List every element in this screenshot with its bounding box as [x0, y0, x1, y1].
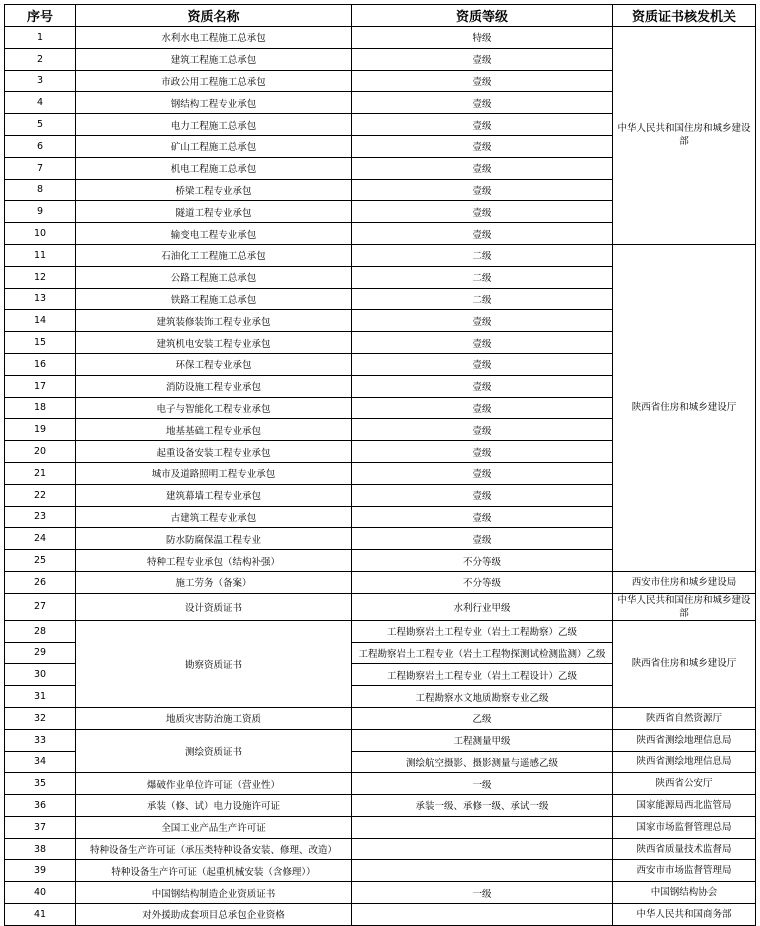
row-serial-no: 19	[5, 419, 76, 441]
row-serial-no: 38	[5, 838, 76, 860]
qualification-level: 工程勘察岩土工程专业（岩土工程勘察）乙级	[352, 620, 613, 642]
qualification-level: 壹级	[352, 419, 613, 441]
row-serial-no: 24	[5, 528, 76, 550]
table-row	[5, 244, 756, 266]
qualification-level: 壹级	[352, 201, 613, 223]
row-serial-no: 40	[5, 882, 76, 904]
row-serial-no: 27	[5, 593, 76, 620]
qualification-name: 城市及道路照明工程专业承包	[76, 462, 352, 484]
qualification-level: 二级	[352, 244, 613, 266]
qualification-name: 建筑幕墙工程专业承包	[76, 484, 352, 506]
table-row	[5, 795, 756, 817]
row-serial-no: 29	[5, 642, 76, 664]
qualification-name: 地基基础工程专业承包	[76, 419, 352, 441]
qualification-name: 对外援助成套项目总承包企业资格	[76, 904, 352, 926]
row-serial-no: 4	[5, 92, 76, 114]
qualification-name: 铁路工程施工总承包	[76, 288, 352, 310]
row-serial-no: 22	[5, 484, 76, 506]
issuing-authority: 陕西省自然资源厅	[613, 707, 756, 729]
qualification-name: 防水防腐保温工程专业	[76, 528, 352, 550]
row-serial-no: 16	[5, 353, 76, 375]
qualification-level: 壹级	[352, 157, 613, 179]
qualification-name: 环保工程专业承包	[76, 353, 352, 375]
qualification-name: 设计资质证书	[76, 593, 352, 620]
issuing-authority: 陕西省公安厅	[613, 773, 756, 795]
qualification-name: 石油化工工程施工总承包	[76, 244, 352, 266]
table-row	[5, 904, 756, 926]
row-serial-no: 21	[5, 462, 76, 484]
row-serial-no: 41	[5, 904, 76, 926]
qualification-name: 电力工程施工总承包	[76, 114, 352, 136]
qualification-name: 爆破作业单位许可证（营业性）	[76, 773, 352, 795]
qualification-level: 壹级	[352, 528, 613, 550]
issuing-authority: 西安市住房和城乡建设局	[613, 571, 756, 593]
qualification-name: 建筑装修装饰工程专业承包	[76, 310, 352, 332]
table-row	[5, 816, 756, 838]
qualification-name-merged: 勘察资质证书	[76, 620, 352, 707]
table-row	[5, 620, 756, 642]
row-serial-no: 20	[5, 441, 76, 463]
qualification-name: 全国工业产品生产许可证	[76, 816, 352, 838]
issuing-authority: 中华人民共和国商务部	[613, 904, 756, 926]
row-serial-no: 32	[5, 707, 76, 729]
qualification-level: 一级	[352, 773, 613, 795]
qualification-name: 特种工程专业承包（结构补强）	[76, 550, 352, 572]
qualification-level: 壹级	[352, 332, 613, 354]
qualification-level: 承装一级、承修一级、承试一级	[352, 795, 613, 817]
qualification-level: 壹级	[352, 375, 613, 397]
qualification-level: 不分等级	[352, 550, 613, 572]
row-serial-no: 2	[5, 48, 76, 70]
issuing-authority: 陕西省测绘地理信息局	[613, 729, 756, 751]
table-row	[5, 729, 756, 751]
table-row	[5, 27, 756, 49]
table-row	[5, 882, 756, 904]
row-serial-no: 1	[5, 27, 76, 49]
table-row	[5, 838, 756, 860]
row-serial-no: 26	[5, 571, 76, 593]
issuing-authority: 陕西省质量技术监督局	[613, 838, 756, 860]
qualification-level: 工程测量甲级	[352, 729, 613, 751]
issuing-authority: 中华人民共和国住房和城乡建设部	[613, 27, 756, 245]
table-header-row	[5, 5, 756, 27]
qualification-level: 壹级	[352, 179, 613, 201]
row-serial-no: 36	[5, 795, 76, 817]
qualification-name: 施工劳务（备案）	[76, 571, 352, 593]
issuing-authority: 国家能源局西北监管局	[613, 795, 756, 817]
qualification-level: 壹级	[352, 462, 613, 484]
qualification-name: 机电工程施工总承包	[76, 157, 352, 179]
qualification-name: 特种设备生产许可证（起重机械安装（含修理））	[76, 860, 352, 882]
qualification-level: 工程勘察岩土工程专业（岩土工程设计）乙级	[352, 664, 613, 686]
qualification-level: 壹级	[352, 135, 613, 157]
qualification-name: 起重设备安装工程专业承包	[76, 441, 352, 463]
table-row	[5, 571, 756, 593]
qualification-level: 壹级	[352, 397, 613, 419]
qualification-level: 壹级	[352, 484, 613, 506]
qualification-name: 古建筑工程专业承包	[76, 506, 352, 528]
issuing-authority: 陕西省测绘地理信息局	[613, 751, 756, 773]
qualification-level	[352, 860, 613, 882]
qualification-name: 矿山工程施工总承包	[76, 135, 352, 157]
row-serial-no: 15	[5, 332, 76, 354]
row-serial-no: 5	[5, 114, 76, 136]
row-serial-no: 31	[5, 686, 76, 708]
qualification-level	[352, 838, 613, 860]
qualification-name: 水利水电工程施工总承包	[76, 27, 352, 49]
qualification-level: 壹级	[352, 506, 613, 528]
row-serial-no: 7	[5, 157, 76, 179]
row-serial-no: 3	[5, 70, 76, 92]
table-row	[5, 707, 756, 729]
issuing-authority: 陕西省住房和城乡建设厅	[613, 244, 756, 571]
qualification-name: 市政公用工程施工总承包	[76, 70, 352, 92]
qualification-name: 钢结构工程专业承包	[76, 92, 352, 114]
row-serial-no: 34	[5, 751, 76, 773]
row-serial-no: 25	[5, 550, 76, 572]
header-issuing-authority: 资质证书核发机关	[613, 5, 756, 27]
qualification-level: 二级	[352, 266, 613, 288]
row-serial-no: 9	[5, 201, 76, 223]
qualification-name: 承装（修、试）电力设施许可证	[76, 795, 352, 817]
qualification-level: 工程勘察水文地质勘察专业乙级	[352, 686, 613, 708]
qualification-level: 壹级	[352, 310, 613, 332]
qualification-name: 桥梁工程专业承包	[76, 179, 352, 201]
qualification-name-merged: 测绘资质证书	[76, 729, 352, 773]
qualification-level: 不分等级	[352, 571, 613, 593]
table-row	[5, 593, 756, 620]
issuing-authority: 中华人民共和国住房和城乡建设部	[613, 593, 756, 620]
row-serial-no: 14	[5, 310, 76, 332]
row-serial-no: 30	[5, 664, 76, 686]
qualification-level: 水利行业甲级	[352, 593, 613, 620]
row-serial-no: 39	[5, 860, 76, 882]
row-serial-no: 10	[5, 223, 76, 245]
qualification-level: 壹级	[352, 223, 613, 245]
row-serial-no: 33	[5, 729, 76, 751]
qualification-name: 中国钢结构制造企业资质证书	[76, 882, 352, 904]
qualification-name: 建筑机电安装工程专业承包	[76, 332, 352, 354]
qualification-level: 壹级	[352, 114, 613, 136]
row-serial-no: 11	[5, 244, 76, 266]
row-serial-no: 13	[5, 288, 76, 310]
row-serial-no: 23	[5, 506, 76, 528]
row-serial-no: 37	[5, 816, 76, 838]
row-serial-no: 35	[5, 773, 76, 795]
qualification-level	[352, 904, 613, 926]
table-row	[5, 860, 756, 882]
qualification-name: 地质灾害防治施工资质	[76, 707, 352, 729]
qualification-level: 壹级	[352, 70, 613, 92]
row-serial-no: 28	[5, 620, 76, 642]
issuing-authority: 国家市场监督管理总局	[613, 816, 756, 838]
header-qualification-name: 资质名称	[76, 5, 352, 27]
table-row	[5, 773, 756, 795]
qualification-name: 消防设施工程专业承包	[76, 375, 352, 397]
qualification-name: 特种设备生产许可证（承压类特种设备安装、修理、改造）	[76, 838, 352, 860]
table-body	[5, 27, 756, 926]
row-serial-no: 6	[5, 135, 76, 157]
row-serial-no: 18	[5, 397, 76, 419]
qualification-level: 二级	[352, 288, 613, 310]
qualification-level: 壹级	[352, 353, 613, 375]
issuing-authority: 陕西省住房和城乡建设厅	[613, 620, 756, 707]
qualification-level: 壹级	[352, 441, 613, 463]
qualification-level: 壹级	[352, 92, 613, 114]
issuing-authority: 中国钢结构协会	[613, 882, 756, 904]
qualification-level: 壹级	[352, 48, 613, 70]
header-qualification-level: 资质等级	[352, 5, 613, 27]
qualification-name: 建筑工程施工总承包	[76, 48, 352, 70]
qualification-name: 公路工程施工总承包	[76, 266, 352, 288]
qualification-name: 隧道工程专业承包	[76, 201, 352, 223]
qualification-level: 工程勘察岩土工程专业（岩土工程物探测试检测监测）乙级	[352, 642, 613, 664]
qualification-level: 特级	[352, 27, 613, 49]
issuing-authority: 西安市市场监督管理局	[613, 860, 756, 882]
qualification-name: 输变电工程专业承包	[76, 223, 352, 245]
qualification-name: 电子与智能化工程专业承包	[76, 397, 352, 419]
row-serial-no: 8	[5, 179, 76, 201]
row-serial-no: 17	[5, 375, 76, 397]
row-serial-no: 12	[5, 266, 76, 288]
header-serial-no: 序号	[5, 5, 76, 27]
qualification-level: 测绘航空摄影、摄影测量与遥感乙级	[352, 751, 613, 773]
qualification-level: 乙级	[352, 707, 613, 729]
qualification-table	[4, 4, 756, 926]
qualification-level	[352, 816, 613, 838]
qualification-level: 一级	[352, 882, 613, 904]
